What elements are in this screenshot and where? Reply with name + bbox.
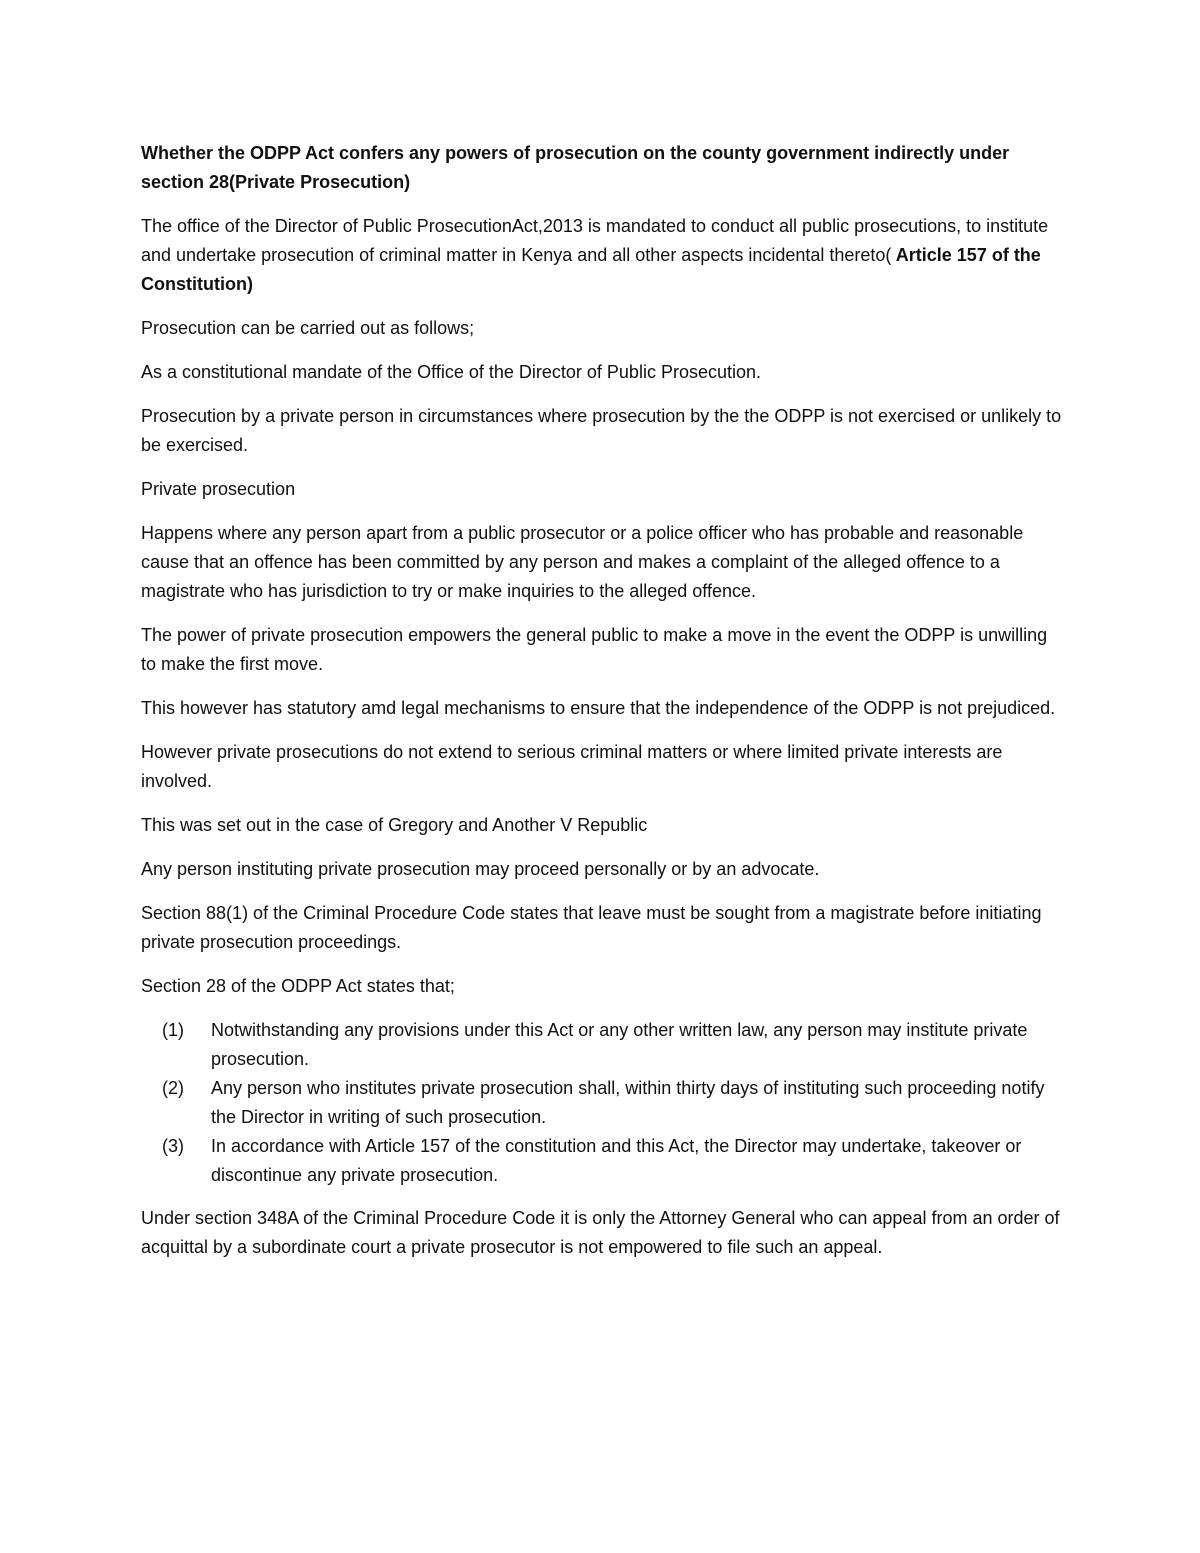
list-marker: (1) [162, 1020, 184, 1040]
list-item-text: Notwithstanding any provisions under this Act or any other written law, any person may institute private prosecution. [211, 1020, 1028, 1069]
intro-text: The office of the Director of Public ProsecutionAct,2013 is mandated to conduct all public prosecutions, to institute and undertake prosecution of criminal matter in Kenya and all other aspects incidental thereto( [141, 216, 1049, 265]
list-item [141, 1016, 1066, 1074]
list-item-text: Any person who institutes private prosecution shall, within thirty days of instituting such proceeding notify the Director in writing of such prosecution. [211, 1078, 1045, 1127]
intro-bold-reference: Article 157 of the Constitution) [141, 245, 1041, 294]
list-marker: (3) [162, 1136, 184, 1156]
section-subheading: Private prosecution [141, 479, 296, 499]
paragraph: The power of private prosecution empowers the general public to make a move in the event the ODPP is unwilling to make the first move. [141, 625, 1048, 674]
intro-paragraph [141, 212, 1066, 299]
paragraph: This was set out in the case of Gregory and Another V Republic [141, 815, 648, 835]
section-28-list [141, 1016, 1066, 1190]
document-page [141, 139, 1066, 1277]
paragraph: Section 28 of the ODPP Act states that; [141, 976, 455, 996]
paragraph: Prosecution can be carried out as follows; [141, 318, 475, 338]
closing-paragraph: Under section 348A of the Criminal Procedure Code it is only the Attorney General who can appeal from an order of acquittal by a subordinate court a private prosecutor is not empowered to file such an appeal. [141, 1208, 1060, 1257]
paragraph: This however has statutory amd legal mechanisms to ensure that the independence of the ODPP is not prejudiced. [141, 698, 1056, 718]
list-marker: (2) [162, 1078, 184, 1098]
paragraph: Happens where any person apart from a public prosecutor or a police officer who has probable and reasonable cause that an offence has been committed by any person and makes a complaint of the alleged offence to a magistrate who has jurisdiction to try or make inquiries to the alleged offence. [141, 523, 1024, 601]
list-item [141, 1132, 1066, 1190]
document-heading: Whether the ODPP Act confers any powers of prosecution on the county government indirectly under section 28(Private Prosecution) [141, 143, 1010, 192]
paragraph: Any person instituting private prosecution may proceed personally or by an advocate. [141, 859, 820, 879]
paragraph: Prosecution by a private person in circumstances where prosecution by the the ODPP is not exercised or unlikely to be exercised. [141, 406, 1062, 455]
paragraph: As a constitutional mandate of the Office of the Director of Public Prosecution. [141, 362, 761, 382]
paragraph: Section 88(1) of the Criminal Procedure Code states that leave must be sought from a magistrate before initiating private prosecution proceedings. [141, 903, 1042, 952]
list-item-text: In accordance with Article 157 of the constitution and this Act, the Director may undertake, takeover or discontinue any private prosecution. [211, 1136, 1022, 1185]
paragraph: However private prosecutions do not extend to serious criminal matters or where limited private interests are involved. [141, 742, 1003, 791]
list-item [141, 1074, 1066, 1132]
